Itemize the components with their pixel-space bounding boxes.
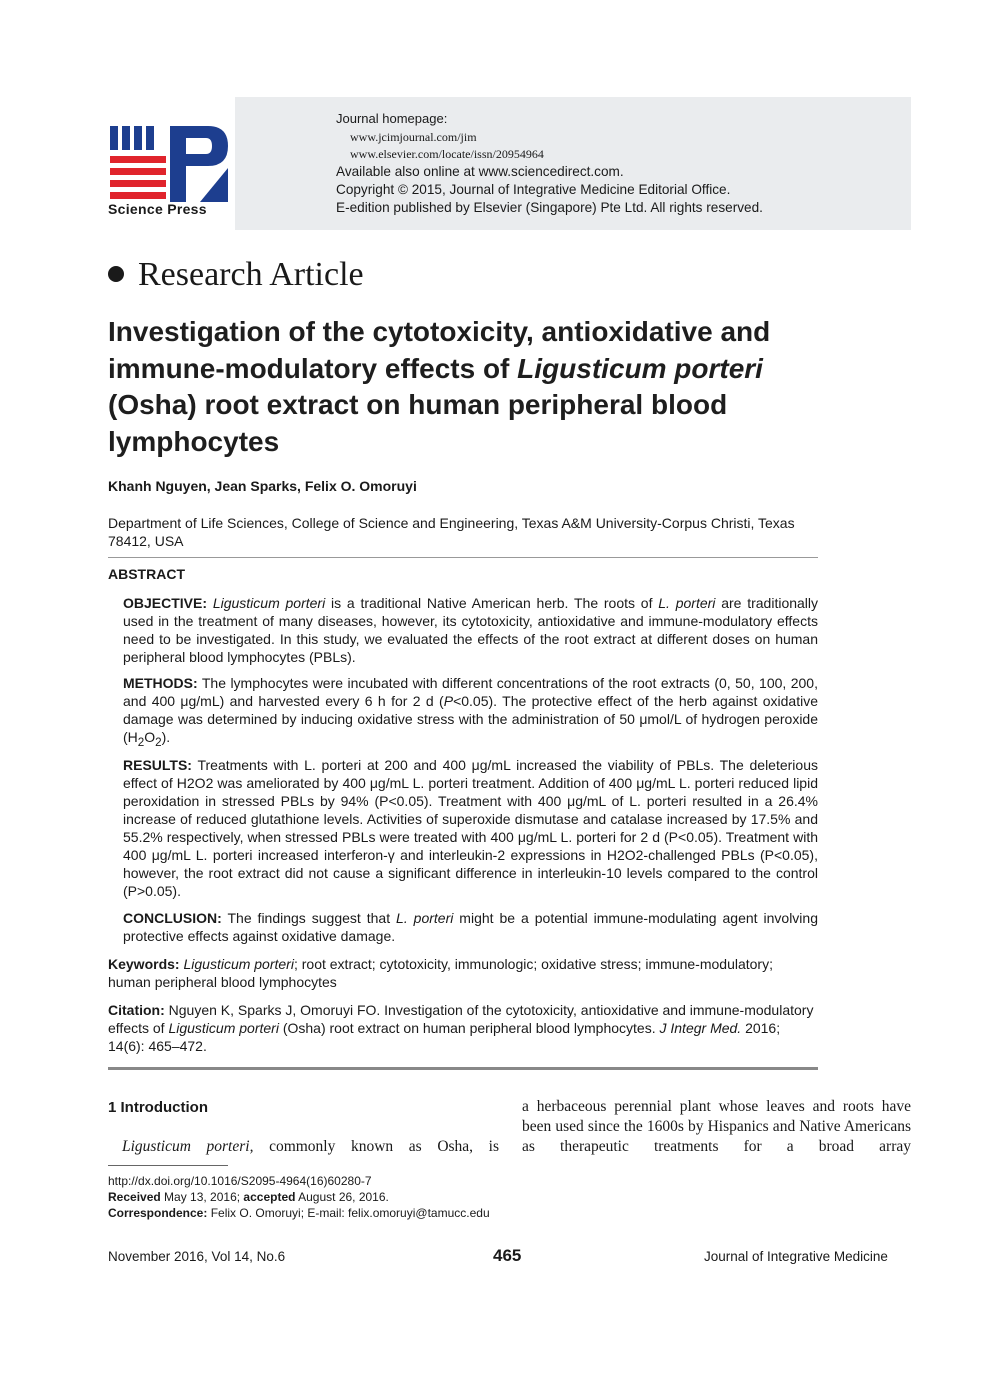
title-species: Ligusticum porteri <box>517 352 763 384</box>
homepage-url-elsevier[interactable]: www.elsevier.com/locate/issn/20954964 <box>350 147 544 161</box>
intro-text-left: Ligusticum porteri, commonly known as Osha, is <box>122 1138 499 1155</box>
homepage-label: Journal homepage: <box>336 111 448 126</box>
divider-thick <box>108 1067 818 1070</box>
abstract-objective: OBJECTIVE: Ligusticum porteri is a traditional Native American herb. The roots of L. porteri are traditionally used in the treatment of many diseases, however, its cytotoxicity, antioxidative and immune-modulatory effects need to be investigated. In this study, we evaluated the effects of the root extract at different doses on human peripheral blood lymphocytes (PBLs). <box>123 595 819 665</box>
edition-note: E-edition published by Elsevier (Singapore) Pte Ltd. All rights reserved. <box>336 200 763 215</box>
bullet-icon <box>108 266 124 282</box>
abstract-heading: ABSTRACT <box>108 566 185 582</box>
section-heading-introduction: 1 Introduction <box>108 1099 208 1116</box>
divider <box>108 557 818 558</box>
availability-note: Available also online at www.sciencedirect.com. <box>336 164 624 179</box>
received-dates: Received May 13, 2016; accepted August 26, 2016. <box>108 1190 389 1204</box>
footnote-rule <box>108 1165 228 1166</box>
affiliation: Department of Life Sciences, College of Science and Engineering, Texas A&M University-Corpus Christi, Texas 78412, USA <box>108 515 795 549</box>
intro-text-right: a herbaceous perennial plant whose leaves and roots have been used since the 1600s by Hispanics and Native Americans as therapeutic treatments for a broad array <box>522 1098 911 1155</box>
homepage-url-jim[interactable]: www.jcimjournal.com/jim <box>350 130 477 144</box>
citation: Citation: Nguyen K, Sparks J, Omoruyi FO. Investigation of the cytotoxicity, antioxidative and immune-modulatory effects of Ligusticum porteri (Osha) root extract on human peripheral blood lymphocytes. J Integr Med. 2016; 14(6): 465–472. <box>108 1002 814 1054</box>
abstract-conclusion: CONCLUSION: The findings suggest that L. porteri might be a potential immune-modulating agent involving protective effects against oxidative damage. <box>123 910 818 944</box>
publisher-name: Science Press <box>108 201 207 217</box>
issue-info: November 2016, Vol 14, No.6 <box>108 1249 286 1264</box>
doi-link[interactable]: http://dx.doi.org/10.1016/S2095-4964(16)60280-7 <box>108 1174 372 1188</box>
abstract-methods: METHODS: The lymphocytes were incubated with different concentrations of the root extracts (0, 50, 100, 200, and 400 μg/mL) and harvested every 6 h for 2 d (P<0.05). The protective effect of the herb against oxidative damage was determined by inducing oxidative stress with the administration of 50 μmol/L of hydrogen peroxide $(H_2O_2)$. <box>123 675 818 749</box>
abstract-results: RESULTS: Treatments with L. porteri at 200 and 400 μg/mL increased the viability of PBLs. The deleterious effect of H2O2 was ameliorated by 400 μg/mL L. porteri treatment. Addition of 400 μg/mL L. porteri reduced lipid peroxidation in stressed PBLs by 94% (P<0.05). Treatment with 400 μg/mL of L. porteri resulted in a 26.4% increase of reduced glutathione levels. Activities of superoxide dismutase and catalase increased by 17.5% and 55.2% respectively, when stressed PBLs were treated with 400 μg/mL L. porteri for 2 d (P<0.05). Treatment with 400 μg/mL L. porteri increased interferon-γ and interleukin-2 expressions in H2O2-challenged PBLs (P<0.05), however, the root extract did not cause a significant difference in interleukin-10 levels compared to the control (P>0.05). <box>123 757 818 899</box>
correspondence: Correspondence: Felix O. Omoruyi; E-mail: felix.omoruyi@tamucc.edu <box>108 1206 490 1220</box>
journal-name: Journal of Integrative Medicine <box>704 1249 888 1264</box>
keywords: Keywords: Ligusticum porteri; root extract; cytotoxicity, immunologic; oxidative stress; immune-modulatory; human peripheral blood lymphocytes <box>108 956 773 990</box>
page-number: 465 <box>493 1246 522 1265</box>
article-title: Investigation of the cytotoxicity, antioxidative and immune-modulatory effects of Ligusticum porteri (Osha) root extract on human peripheral blood lymphocytes <box>108 316 771 457</box>
article-type: Research Article <box>138 256 364 293</box>
copyright-note: Copyright © 2015, Journal of Integrative Medicine Editorial Office. <box>336 182 731 197</box>
author-list: Khanh Nguyen, Jean Sparks, Felix O. Omoruyi <box>108 478 417 494</box>
